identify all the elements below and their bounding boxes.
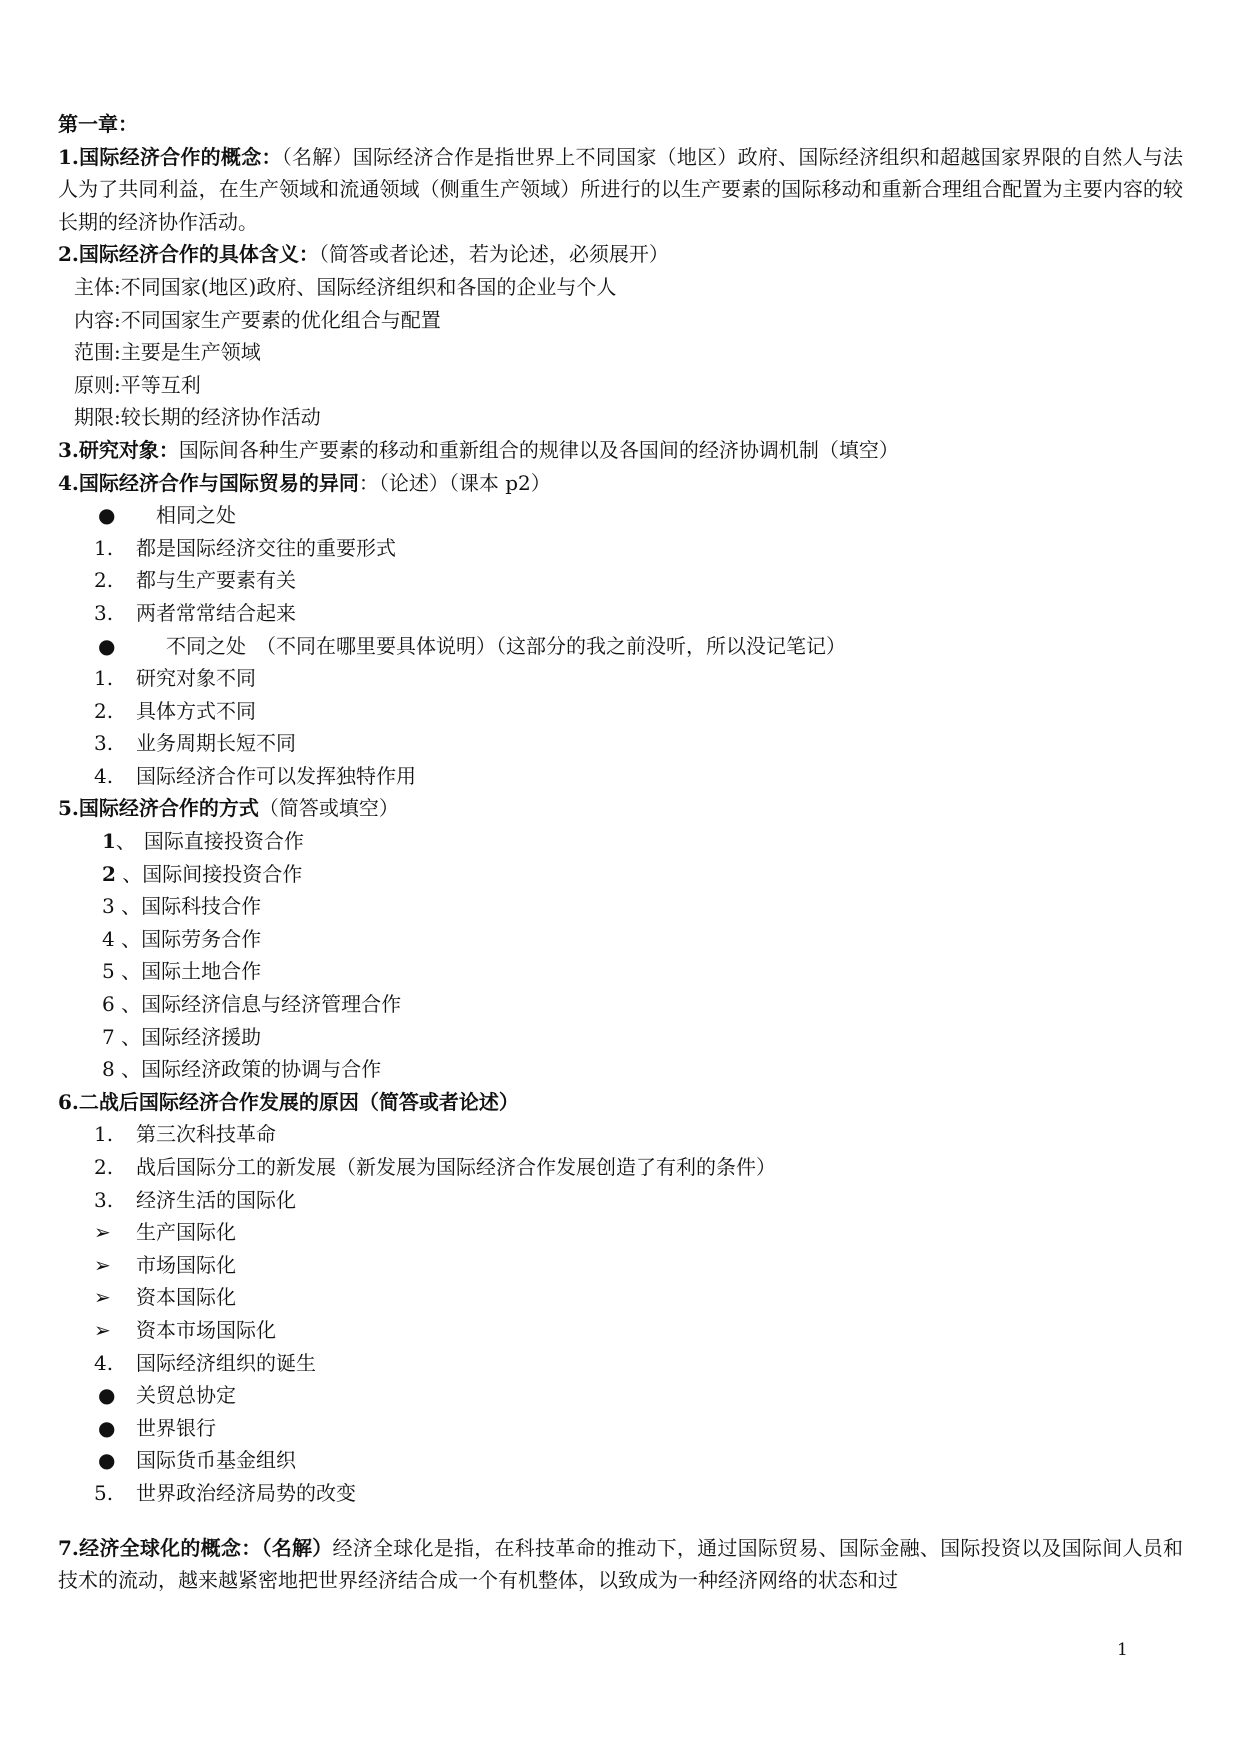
list-item: 7 、国际经济援助	[102, 1024, 262, 1049]
list-item: 3. 经济生活的国际化	[94, 1187, 296, 1212]
bullet-icon: ●	[98, 503, 116, 528]
list-item: ➢ 资本国际化	[58, 1281, 1183, 1314]
list-item: 1. 研究对象不同	[94, 666, 256, 691]
section-5-heading: 5.国际经济合作的方式	[58, 796, 259, 821]
list-item: 2. 战后国际分工的新发展（新发展为国际经济合作发展创造了有利的条件）	[94, 1155, 776, 1179]
section-4-note: ：（论述）（课本 p2）	[358, 470, 551, 495]
list-item: 5. 世界政治经济局势的改变	[94, 1480, 356, 1505]
list-item: 2 、国际间接投资合作	[102, 861, 303, 886]
list-item: ➢ 生产国际化	[58, 1216, 1183, 1249]
section-3-text: 国际间各种生产要素的移动和重新组合的规律以及各国间的经济协调机制（填空）	[178, 437, 899, 462]
section-2-item: 原则:平等互利	[74, 372, 201, 397]
bullet-icon: ●	[98, 1448, 116, 1473]
section-5-heading-line	[58, 792, 1183, 825]
same-title: 相同之处	[156, 503, 236, 528]
document-page	[58, 108, 1183, 1597]
section-1-heading: 1.国际经济合作的概念：	[58, 144, 282, 169]
list-item: 4. 国际经济组织的诞生	[94, 1350, 316, 1375]
list-item: 4 、国际劳务合作	[102, 926, 262, 951]
section-2-item: 主体:不同国家(地区)政府、国际经济组织和各国的企业与个人	[74, 274, 617, 299]
section-4-heading: 4.国际经济合作与国际贸易的异同	[58, 470, 359, 495]
list-item: ● 世界银行	[58, 1412, 1183, 1445]
list-item: 1. 第三次科技革命	[94, 1122, 276, 1147]
section-2-item: 范围:主要是生产领域	[74, 340, 261, 365]
paragraph-gap	[58, 1510, 1183, 1532]
list-item: ● 关贸总协定	[58, 1379, 1183, 1412]
section-1-text: （名解）国际经济合作是指世界上不同国家（地区）政府、国际经济组织和超越国家界限的自然人与法人为了共同利益，在生产领域和流通领域（侧重生产领域）所进行的以生产要素的国际移动和重新合理组合配置为主要内容的较长期的经济协作活动。	[58, 144, 1183, 234]
list-item: 8 、国际经济政策的协调与合作	[102, 1057, 382, 1082]
section-5-note: （简答或填空）	[258, 796, 399, 821]
section-7-heading: 7.经济全球化的概念：（名解）	[58, 1535, 333, 1560]
arrow-bullet-icon: ➢	[94, 1285, 111, 1310]
bullet-icon: ●	[98, 1383, 116, 1408]
bullet-icon: ●	[98, 1415, 116, 1440]
list-item: 3. 两者常常结合起来	[94, 600, 296, 625]
chapter-heading: 第一章：	[58, 112, 138, 136]
section-2-note: （简答或者论述，若为论述，必须展开）	[318, 242, 669, 267]
section-1	[58, 141, 1183, 239]
arrow-bullet-icon: ➢	[94, 1252, 111, 1277]
section-3-heading: 3.研究对象：	[58, 437, 179, 462]
list-item: ➢ 资本市场国际化	[58, 1314, 1183, 1347]
list-item	[58, 630, 1183, 663]
list-item: 1. 都是国际经济交往的重要形式	[94, 535, 396, 560]
section-2-heading: 2.国际经济合作的具体含义：	[58, 242, 319, 267]
section-3	[58, 434, 1183, 467]
list-item: 1、 国际直接投资合作	[102, 829, 304, 854]
section-7	[58, 1532, 1183, 1597]
list-item: 4. 国际经济合作可以发挥独特作用	[94, 763, 416, 788]
list-item: 3 、国际科技合作	[102, 894, 262, 919]
diff-title: 不同之处 （不同在哪里要具体说明）（这部分的我之前没听，所以没记笔记）	[166, 633, 846, 658]
section-2-heading-line	[58, 238, 1183, 271]
section-4-heading-line	[58, 467, 1183, 500]
arrow-bullet-icon: ➢	[94, 1220, 111, 1245]
bullet-icon: ●	[98, 633, 116, 658]
list-item: 2. 都与生产要素有关	[94, 568, 296, 593]
section-2-item: 内容:不同国家生产要素的优化组合与配置	[74, 307, 441, 332]
section-6-heading: 6.二战后国际经济合作发展的原因（简答或者论述）	[58, 1089, 519, 1114]
list-item: ● 国际货币基金组织	[58, 1444, 1183, 1477]
section-7-text: 经济全球化是指，在科技革命的推动下，通过国际贸易、国际金融、国际投资以及国际间人员和技术的流动，越来越紧密地把世界经济结合成一个有机整体，以致成为一种经济网络的状态和过	[58, 1535, 1184, 1593]
list-item: 3. 业务周期长短不同	[94, 731, 296, 756]
list-item: ➢ 市场国际化	[58, 1249, 1183, 1282]
list-item: 5 、国际土地合作	[102, 959, 262, 984]
list-item: 2. 具体方式不同	[94, 698, 256, 723]
list-item	[58, 499, 1183, 532]
arrow-bullet-icon: ➢	[94, 1317, 111, 1342]
section-2-item: 期限:较长期的经济协作活动	[74, 405, 321, 430]
list-item: 6 、国际经济信息与经济管理合作	[102, 992, 402, 1017]
page-number: 1	[1117, 1640, 1128, 1660]
